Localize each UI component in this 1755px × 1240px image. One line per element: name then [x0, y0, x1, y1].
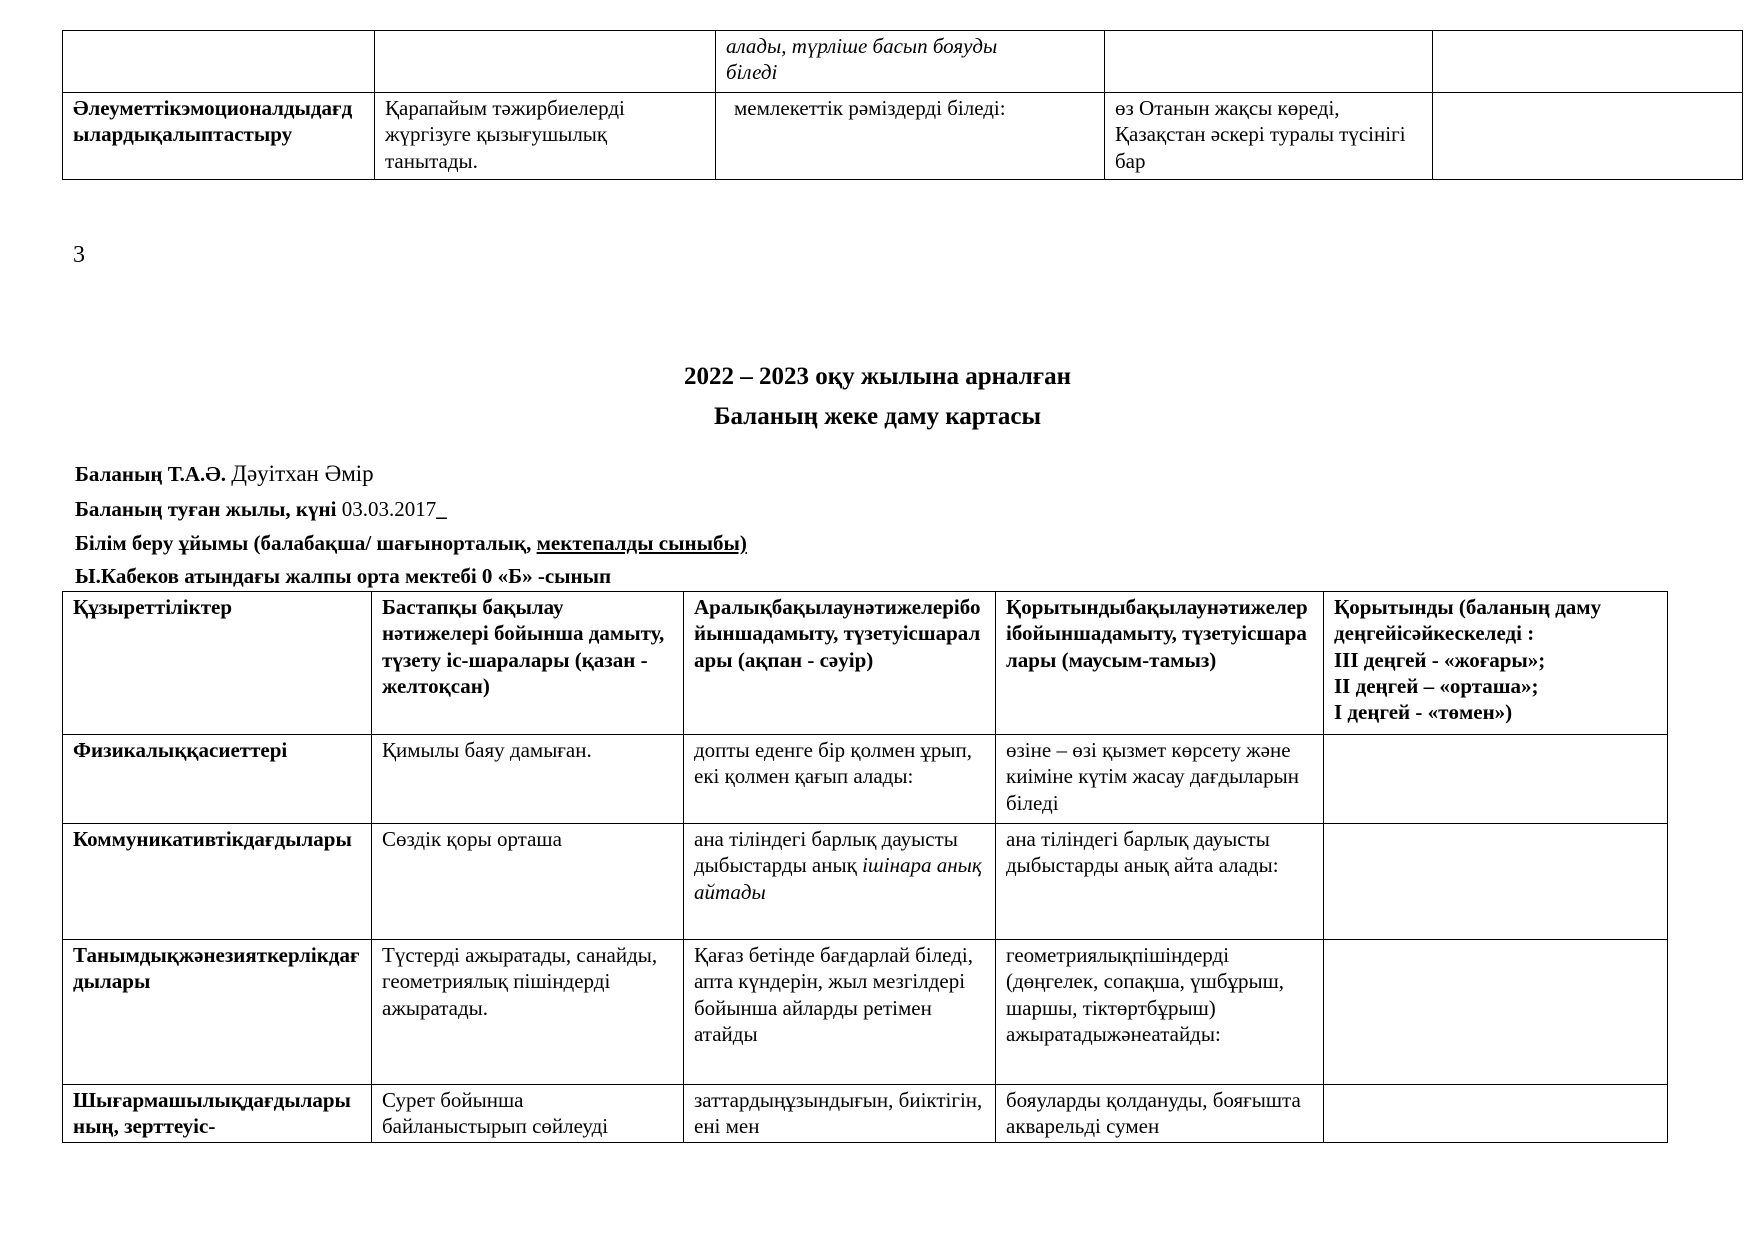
cell-text: біледі — [726, 60, 778, 85]
table-cell — [1324, 940, 1668, 1085]
organization-line — [75, 530, 747, 556]
competency-cell: Әлеуметтікэмоционалдыдағдылардықалыптастыру — [63, 93, 375, 180]
table-header-row — [63, 592, 1668, 735]
table-cell: Қағаз бетінде бағдарлай біледі, апта күндерін, жыл мезгілдері бойынша айларды ретімен атайды — [684, 940, 996, 1085]
competency-cell: Шығармашылықдағдыларының, зерттеуіс- — [63, 1085, 372, 1143]
title-line-1: 2022 – 2023 оқу жылына арналған — [683, 363, 1072, 390]
result-header-line: ІІІ деңгей - «жоғары»; — [1334, 647, 1546, 672]
competency-cell: Танымдықжәнезияткерлікдағдылары — [63, 940, 372, 1085]
table-cell: мемлекеттік рәміздерді біледі: — [716, 93, 1105, 180]
column-header — [1324, 592, 1668, 735]
table-cell: бояуларды қолдануды, бояғышта акварельді сумен — [996, 1085, 1324, 1143]
table-row — [63, 93, 1743, 180]
birth-date-line — [75, 496, 447, 522]
birth-date-suffix: _ — [436, 497, 447, 521]
previous-page-table — [62, 30, 1743, 180]
table-cell: ана тіліндегі барлық дауысты дыбыстарды анық айта алады: — [996, 824, 1324, 940]
organization-label: Білім беру ұйымы (балабақша/ шағынорталық, — [75, 531, 532, 555]
table-row — [63, 940, 1668, 1085]
table-cell — [684, 824, 996, 940]
cell-text: ана тіліндегі барлық дауысты дыбыстарды анық — [694, 827, 958, 878]
title-line-2: Баланың жеке даму картасы — [713, 403, 1042, 430]
table-cell — [375, 31, 716, 93]
table-cell — [1433, 93, 1743, 180]
birth-date-label: Баланың туған жылы, күні — [75, 497, 337, 521]
page-title — [0, 357, 1755, 437]
table-cell — [1324, 1085, 1668, 1143]
organization-value: мектепалды сыныбы) — [536, 531, 747, 555]
table-cell: заттардыңұзындығын, биіктігін, ені мен — [684, 1085, 996, 1143]
table-cell: өз Отанын жақсы көреді, Қазақстан әскері туралы түсінігі бар — [1105, 93, 1433, 180]
result-header-line: І деңгей - «төмен») — [1334, 700, 1513, 724]
page-number: 3 — [73, 242, 85, 268]
child-name-label: Баланың Т.А.Ә. — [75, 462, 227, 486]
school-line: Ы.Кабеков атындағы жалпы орта мектебі 0 «Б» -сынып — [75, 564, 612, 588]
child-name-value: Дәуітхан Әмір — [231, 461, 374, 486]
table-cell: допты еденге бір қолмен ұрып, екі қолмен қағып алады: — [684, 735, 996, 824]
table-cell: Қимылы баяу дамыған. — [372, 735, 684, 824]
result-header-line: Қорытынды (баланың даму деңгейісәйкескеледі : — [1334, 595, 1602, 646]
table-cell: өзіне – өзі қызмет көрсету және киіміне күтім жасау дағдыларын біледі — [996, 735, 1324, 824]
competency-cell: Физикалыққасиеттері — [63, 735, 372, 824]
cell-text-italic: ішінара анық айтады — [694, 853, 982, 904]
birth-date-value: 03.03.2017 — [341, 497, 437, 521]
table-cell — [1105, 31, 1433, 93]
column-header: Аралықбақылаунәтижелерібойыншадамыту, түзетуісшаралары (ақпан - сәуір) — [684, 592, 996, 735]
competency-cell: Коммуникативтікдағдылары — [63, 824, 372, 940]
result-header-line: ІІ деңгей – «орташа»; — [1334, 673, 1539, 698]
table-cell — [1324, 735, 1668, 824]
development-map-table — [62, 591, 1668, 1143]
table-cell: геометриялықпішіндерді (дөңгелек, сопақша, үшбұрыш, шаршы, тіктөртбұрыш) ажыратадыжәнеатайды: — [996, 940, 1324, 1085]
child-name-line — [75, 460, 374, 489]
table-cell — [1324, 824, 1668, 940]
column-header: Құзыреттіліктер — [63, 592, 372, 735]
table-cell: Сөздік қоры орташа — [372, 824, 684, 940]
table-cell: Қарапайым тәжирбиелерді жүргізуге қызығушылық танытады. — [375, 93, 716, 180]
table-row — [63, 1085, 1668, 1143]
cell-text: алады, түрліше басып бояуды — [726, 34, 998, 58]
table-cell — [716, 31, 1105, 93]
table-cell — [1433, 31, 1743, 93]
table-row — [63, 31, 1743, 93]
table-row — [63, 824, 1668, 940]
column-header: Бастапқы бақылау нәтижелері бойынша дамыту, түзету іс-шаралары (қазан - желтоқсан) — [372, 592, 684, 735]
table-row — [63, 735, 1668, 824]
table-cell — [63, 31, 375, 93]
table-cell: Түстерді ажыратады, санайды, геометриялық пішіндерді ажыратады. — [372, 940, 684, 1085]
column-header: Қорытындыбақылаунәтижелерібойыншадамыту, түзетуісшаралары (маусым-тамыз) — [996, 592, 1324, 735]
table-cell: Сурет бойынша байланыстырып сөйлеуді — [372, 1085, 684, 1143]
